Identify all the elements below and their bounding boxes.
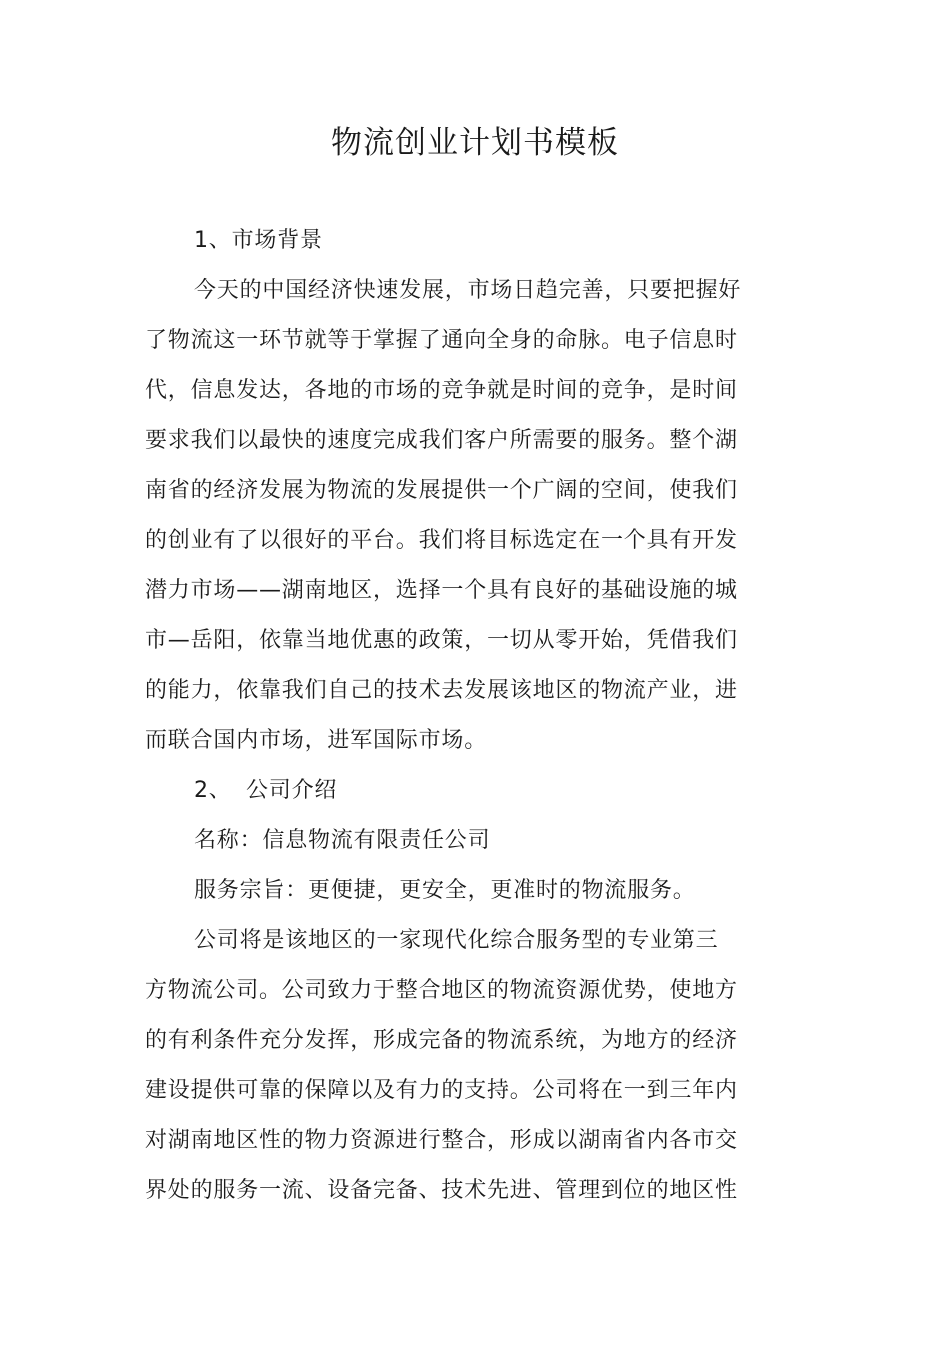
paragraph-line: 代，信息发达，各地的市场的竞争就是时间的竞争，是时间 xyxy=(145,378,738,403)
paragraph-line: 的创业有了以很好的平台。我们将目标选定在一个具有开发 xyxy=(145,528,738,553)
section-heading-company-intro xyxy=(145,766,745,816)
paragraph-line: 对湖南地区性的物力资源进行整合，形成以湖南省内各市交 xyxy=(145,1128,738,1153)
document-body xyxy=(145,216,745,1216)
paragraph-line: 潜力市场——湖南地区，选择一个具有良好的基础设施的城 xyxy=(145,578,738,603)
paragraph-line: 而联合国内市场，进军国际市场。 xyxy=(145,728,488,753)
paragraph-line: 市—岳阳，依靠当地优惠的政策，一切从零开始，凭借我们 xyxy=(145,628,738,653)
paragraph-line: 建设提供可靠的保障以及有力的支持。公司将在一到三年内 xyxy=(145,1078,738,1103)
section-heading-text: 公司介绍 xyxy=(246,778,338,803)
paragraph-line: 要求我们以最快的速度完成我们客户所需要的服务。整个湖 xyxy=(145,428,738,453)
paragraph-line: 南省的经济发展为物流的发展提供一个广阔的空间，使我们 xyxy=(145,478,738,503)
paragraph-line: 方物流公司。公司致力于整合地区的物流资源优势，使地方 xyxy=(145,978,738,1003)
section-heading-market-background: 1、市场背景 xyxy=(194,228,323,253)
paragraph-line: 界处的服务一流、设备完备、技术先进、管理到位的地区性 xyxy=(145,1178,738,1203)
paragraph-line: 的能力，依靠我们自己的技术去发展该地区的物流产业，进 xyxy=(145,678,738,703)
paragraph-line: 的有利条件充分发挥，形成完备的物流系统，为地方的经济 xyxy=(145,1028,738,1053)
document-title: 物流创业计划书模板 xyxy=(331,125,619,161)
paragraph-line: 了物流这一环节就等于掌握了通向全身的命脉。电子信息时 xyxy=(145,328,738,353)
service-tenet-line: 服务宗旨：更便捷，更安全，更准时的物流服务。 xyxy=(194,878,696,903)
paragraph-line: 公司将是该地区的一家现代化综合服务型的专业第三 xyxy=(194,928,719,953)
paragraph-line: 今天的中国经济快速发展，市场日趋完善，只要把握好 xyxy=(194,278,742,303)
company-name-line: 名称：信息物流有限责任公司 xyxy=(194,828,491,853)
section-number: 2、 xyxy=(194,778,232,803)
